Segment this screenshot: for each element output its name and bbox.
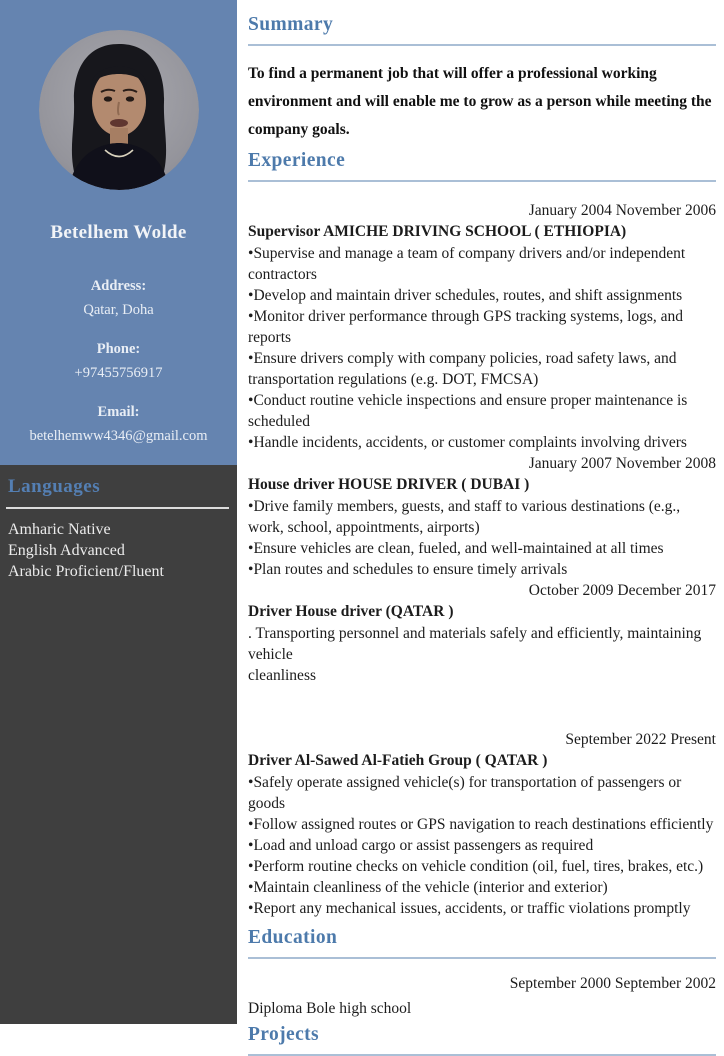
job-bullet: • Perform routine checks on vehicle condition (oil, fuel, tires, brakes, etc.)	[248, 856, 716, 877]
experience-heading: Experience	[248, 150, 716, 182]
job-description	[248, 496, 716, 580]
languages-list	[8, 519, 229, 582]
languages-divider	[6, 507, 229, 509]
job-date-range: October 2009 December 2017	[528, 582, 716, 599]
portrait-photo-icon	[39, 30, 199, 190]
language-item: English Advanced	[8, 542, 125, 559]
address-label: Address:	[90, 278, 147, 294]
email-value: betelhemww4346@gmail.com	[29, 428, 208, 444]
job-date-range: January 2004 November 2006	[528, 202, 716, 219]
job-bullet: • Report any mechanical issues, accidents, or traffic violations promptly	[248, 898, 716, 919]
job-bullet: • Follow assigned routes or GPS navigation to reach destinations efficiently	[248, 814, 716, 835]
languages-heading: Languages	[8, 476, 101, 497]
job-bullet: • Drive family members, guests, and staff to various destinations (e.g., work, school, appointments, airports)	[248, 496, 716, 538]
experience-job	[248, 580, 716, 686]
job-description-line: vehicle	[248, 646, 293, 663]
job-bullet: • Develop and maintain driver schedules, routes, and shift assignments	[248, 285, 716, 306]
job-title: House driver HOUSE DRIVER ( DUBAI )	[248, 476, 530, 493]
address-value: Qatar, Doha	[83, 302, 154, 318]
education-degree: Diploma Bole high school	[248, 1000, 412, 1017]
job-bullet: • Load and unload cargo or assist passengers as required	[248, 835, 716, 856]
summary-text: To find a permanent job that will offer a professional working environment and will enable me to grow as a person while meeting the company goals.	[248, 65, 712, 138]
experience-job	[248, 729, 716, 919]
education-entries	[248, 973, 716, 1019]
job-description	[248, 772, 716, 919]
language-item: Arabic Proficient/Fluent	[8, 563, 164, 580]
job-bullet: • Safely operate assigned vehicle(s) for transportation of passengers or goods	[248, 772, 716, 814]
sidebar-languages-panel	[0, 465, 237, 1024]
profile-photo	[39, 30, 199, 190]
job-bullet: • Ensure drivers comply with company policies, road safety laws, and transportation regulations (e.g. DOT, FMCSA)	[248, 348, 716, 390]
job-bullet: • Plan routes and schedules to ensure timely arrivals	[248, 559, 716, 580]
job-bullet: • Handle incidents, accidents, or customer complaints involving drivers	[248, 432, 716, 453]
job-title: Driver Al-Sawed Al-Fatieh Group ( QATAR )	[248, 752, 548, 769]
education-heading: Education	[248, 927, 716, 959]
language-item: Amharic Native	[8, 521, 111, 538]
phone-label: Phone:	[96, 341, 141, 357]
sidebar-contact-panel	[0, 0, 237, 465]
job-date-range: September 2022 Present	[565, 731, 716, 748]
education-date-range: September 2000 September 2002	[509, 975, 716, 992]
job-bullet: • Ensure vehicles are clean, fueled, and well-maintained at all times	[248, 538, 716, 559]
job-title: Driver House driver (QATAR )	[248, 603, 454, 620]
job-bullet: • Maintain cleanliness of the vehicle (interior and exterior)	[248, 877, 716, 898]
experience-job	[248, 200, 716, 453]
job-description	[248, 623, 716, 686]
job-description-line: . Transporting personnel and materials safely and efficiently, maintaining	[248, 625, 702, 642]
job-title: Supervisor AMICHE DRIVING SCHOOL ( ETHIOPIA)	[248, 223, 627, 240]
experience-jobs	[248, 200, 716, 919]
job-description	[248, 243, 716, 453]
education-entry	[248, 973, 716, 1019]
experience-job	[248, 453, 716, 580]
job-date-range: January 2007 November 2008	[528, 455, 716, 472]
job-description-line: cleanliness	[248, 667, 317, 684]
job-bullet: • Monitor driver performance through GPS tracking systems, logs, and reports	[248, 306, 716, 348]
contact-block	[0, 278, 237, 445]
phone-value: +97455756917	[74, 365, 163, 381]
job-bullet: • Supervise and manage a team of company drivers and/or independent contractors	[248, 243, 716, 285]
summary-heading: Summary	[248, 14, 716, 46]
sidebar	[0, 0, 237, 1024]
resume-main-column	[237, 0, 724, 1045]
person-name: Betelhem Wolde	[50, 222, 187, 243]
job-bullet: • Conduct routine vehicle inspections and ensure proper maintenance is scheduled	[248, 390, 716, 432]
email-label: Email:	[97, 404, 140, 420]
projects-heading: Projects	[248, 1024, 716, 1056]
job-gap-spacer	[248, 686, 716, 729]
